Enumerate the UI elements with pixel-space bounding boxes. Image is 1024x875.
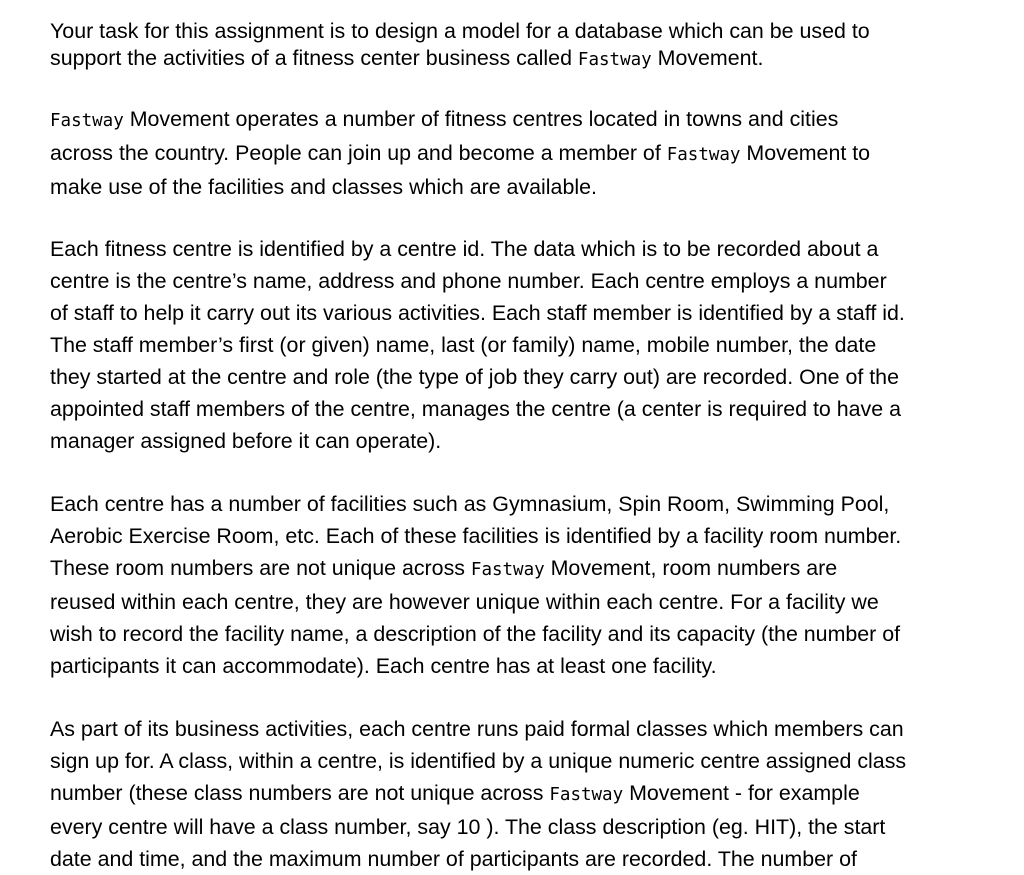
code-text-fastway: Fastway — [549, 785, 624, 805]
code-text-fastway: Fastway — [470, 560, 545, 580]
text-run: participants it can accommodate). Each centre has at least one facility. — [50, 654, 717, 678]
code-text-fastway: Fastway — [666, 145, 741, 165]
paragraph-centres-staff — [50, 233, 990, 457]
text-line — [50, 618, 990, 650]
text-line — [50, 329, 990, 361]
text-line — [50, 745, 990, 777]
text-run: As part of its business activities, each centre runs paid formal classes which members can — [50, 717, 904, 741]
text-run: reused within each centre, they are however unique within each centre. For a facility we — [50, 590, 879, 614]
code-text-fastway: Fastway — [577, 50, 652, 70]
text-line — [50, 171, 990, 203]
assignment-document — [50, 18, 990, 875]
paragraph-intro — [50, 18, 990, 74]
text-run: every centre will have a class number, say 10 ). The class description (eg. HIT), the start — [50, 815, 886, 839]
text-run: The staff member’s first (or given) name, last (or family) name, mobile number, the date — [50, 333, 877, 357]
text-line — [50, 552, 990, 586]
text-run: support the activities of a fitness center business called — [50, 46, 578, 70]
text-line — [50, 520, 990, 552]
text-line — [50, 265, 990, 297]
text-line — [50, 18, 990, 45]
text-line — [50, 233, 990, 265]
text-line — [50, 713, 990, 745]
text-line — [50, 650, 990, 682]
text-run: they started at the centre and role (the type of job they carry out) are recorded. One of the — [50, 365, 899, 389]
text-line — [50, 393, 990, 425]
text-line — [50, 45, 990, 74]
text-run: across the country. People can join up and become a member of — [50, 141, 667, 165]
text-run: number (these class numbers are not unique across — [50, 781, 550, 805]
paragraph-facilities — [50, 488, 990, 682]
paragraph-classes — [50, 713, 990, 875]
text-run: of staff to help it carry out its various activities. Each staff member is identified by a staff id. — [50, 301, 905, 325]
text-line — [50, 586, 990, 618]
text-run: Movement, room numbers are — [544, 556, 838, 580]
text-run: centre is the centre’s name, address and phone number. Each centre employs a number — [50, 269, 887, 293]
paragraph-overview — [50, 103, 990, 203]
text-run: These room numbers are not unique across — [50, 556, 471, 580]
text-line — [50, 137, 990, 171]
text-line — [50, 103, 990, 137]
text-run: Each centre has a number of facilities such as Gymnasium, Spin Room, Swimming Pool, — [50, 492, 890, 516]
text-run: Movement to — [740, 141, 871, 165]
text-line — [50, 361, 990, 393]
text-run: Aerobic Exercise Room, etc. Each of these facilities is identified by a facility room number. — [50, 524, 902, 548]
text-line — [50, 843, 990, 875]
text-run: Movement - for example — [623, 781, 860, 805]
text-run: Movement operates a number of fitness centres located in towns and cities — [123, 107, 839, 131]
text-run: date and time, and the maximum number of participants are recorded. The number of — [50, 847, 857, 871]
text-line — [50, 811, 990, 843]
text-run: appointed staff members of the centre, manages the centre (a center is required to have a — [50, 397, 901, 421]
text-run: Each fitness centre is identified by a centre id. The data which is to be recorded about a — [50, 237, 879, 261]
text-run: manager assigned before it can operate). — [50, 429, 442, 453]
code-text-fastway: Fastway — [50, 111, 124, 131]
text-line — [50, 425, 990, 457]
text-run: sign up for. A class, within a centre, is identified by a unique numeric centre assigned class — [50, 749, 907, 773]
text-run: Movement. — [651, 46, 764, 70]
text-run: wish to record the facility name, a description of the facility and its capacity (the number of — [50, 622, 901, 646]
text-run: make use of the facilities and classes which are available. — [50, 175, 597, 199]
text-run: Your task for this assignment is to design a model for a database which can be used to — [50, 19, 870, 43]
text-line — [50, 777, 990, 811]
text-line — [50, 297, 990, 329]
text-line — [50, 488, 990, 520]
